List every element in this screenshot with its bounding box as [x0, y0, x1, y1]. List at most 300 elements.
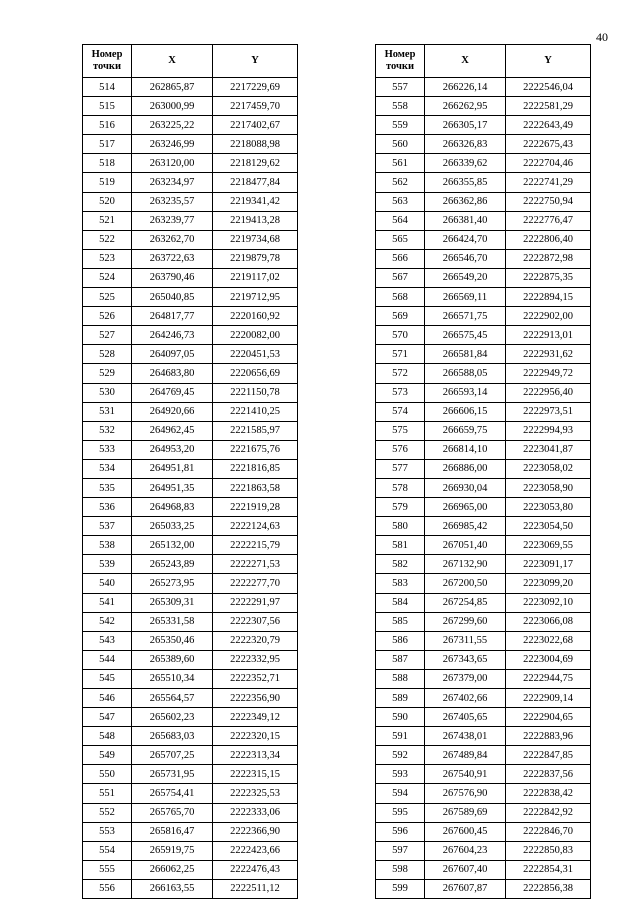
point-number-cell: 542 [83, 612, 132, 631]
y-coordinate-cell: 2219712,95 [213, 288, 298, 307]
x-coordinate-cell: 266262,95 [425, 97, 506, 116]
x-coordinate-cell: 266575,45 [425, 326, 506, 345]
table-row [83, 421, 298, 440]
table-row [83, 192, 298, 211]
point-number-cell: 590 [376, 708, 425, 727]
y-coordinate-cell: 2222215,79 [213, 536, 298, 555]
x-coordinate-cell: 266163,55 [132, 879, 213, 898]
x-coordinate-cell: 264920,66 [132, 402, 213, 421]
table-row [376, 650, 591, 669]
table-row [376, 345, 591, 364]
table-row [83, 593, 298, 612]
x-coordinate-cell: 267299,60 [425, 612, 506, 631]
x-coordinate-cell: 267200,50 [425, 574, 506, 593]
x-coordinate-cell: 265765,70 [132, 803, 213, 822]
point-number-cell: 514 [83, 78, 132, 97]
table-row [376, 364, 591, 383]
point-number-cell: 520 [83, 192, 132, 211]
y-coordinate-cell: 2218477,84 [213, 173, 298, 192]
x-coordinate-cell: 266985,42 [425, 517, 506, 536]
column-header-point-number [376, 45, 425, 78]
point-number-cell: 536 [83, 498, 132, 517]
table-row [376, 230, 591, 249]
x-coordinate-cell: 264951,35 [132, 478, 213, 497]
x-coordinate-cell: 264968,83 [132, 498, 213, 517]
y-coordinate-cell: 2221919,28 [213, 498, 298, 517]
table-row [376, 173, 591, 192]
y-coordinate-cell: 2217402,67 [213, 116, 298, 135]
x-coordinate-cell: 267607,40 [425, 860, 506, 879]
point-number-cell: 539 [83, 555, 132, 574]
x-coordinate-cell: 265816,47 [132, 822, 213, 841]
table-row [83, 326, 298, 345]
y-coordinate-cell: 2222847,85 [506, 746, 591, 765]
point-number-cell: 547 [83, 708, 132, 727]
table-row [376, 784, 591, 803]
y-coordinate-cell: 2222875,35 [506, 268, 591, 287]
y-coordinate-cell: 2222291,97 [213, 593, 298, 612]
table-row [376, 669, 591, 688]
point-number-cell: 524 [83, 268, 132, 287]
table-row [83, 135, 298, 154]
table-row [376, 459, 591, 478]
x-coordinate-cell: 266581,84 [425, 345, 506, 364]
y-coordinate-cell: 2222271,53 [213, 555, 298, 574]
y-coordinate-cell: 2222994,93 [506, 421, 591, 440]
y-coordinate-cell: 2222904,65 [506, 708, 591, 727]
x-coordinate-cell: 267438,01 [425, 727, 506, 746]
column-header-point-number [83, 45, 132, 78]
point-number-cell: 549 [83, 746, 132, 765]
point-number-cell: 568 [376, 288, 425, 307]
y-coordinate-cell: 2220160,92 [213, 307, 298, 326]
header-number-line2: точки [385, 61, 415, 72]
point-number-cell: 565 [376, 230, 425, 249]
x-coordinate-cell: 266381,40 [425, 211, 506, 230]
table-header-row [83, 45, 298, 78]
table-row [83, 612, 298, 631]
x-coordinate-cell: 266549,20 [425, 268, 506, 287]
table-row [83, 765, 298, 784]
y-coordinate-cell: 2222894,15 [506, 288, 591, 307]
point-number-cell: 551 [83, 784, 132, 803]
point-number-cell: 517 [83, 135, 132, 154]
x-coordinate-cell: 267379,00 [425, 669, 506, 688]
y-coordinate-cell: 2222872,98 [506, 249, 591, 268]
x-coordinate-cell: 267051,40 [425, 536, 506, 555]
table-row [83, 727, 298, 746]
y-coordinate-cell: 2222352,71 [213, 669, 298, 688]
y-coordinate-cell: 2222423,66 [213, 841, 298, 860]
point-number-cell: 597 [376, 841, 425, 860]
y-coordinate-cell: 2223069,55 [506, 536, 591, 555]
y-coordinate-cell: 2218129,62 [213, 154, 298, 173]
table-row [83, 746, 298, 765]
table-row [83, 841, 298, 860]
y-coordinate-cell: 2222973,51 [506, 402, 591, 421]
point-number-cell: 587 [376, 650, 425, 669]
table-row [83, 784, 298, 803]
point-number-cell: 574 [376, 402, 425, 421]
point-number-cell: 556 [83, 879, 132, 898]
point-number-cell: 577 [376, 459, 425, 478]
x-coordinate-cell: 263790,46 [132, 268, 213, 287]
point-number-cell: 546 [83, 689, 132, 708]
y-coordinate-cell: 2222856,38 [506, 879, 591, 898]
point-number-cell: 530 [83, 383, 132, 402]
x-coordinate-cell: 263722,63 [132, 249, 213, 268]
point-number-cell: 543 [83, 631, 132, 650]
y-coordinate-cell: 2222333,06 [213, 803, 298, 822]
x-coordinate-cell: 265273,95 [132, 574, 213, 593]
point-number-cell: 591 [376, 727, 425, 746]
x-coordinate-cell: 267343,65 [425, 650, 506, 669]
point-number-cell: 560 [376, 135, 425, 154]
table-row [83, 383, 298, 402]
point-number-cell: 555 [83, 860, 132, 879]
x-coordinate-cell: 266606,15 [425, 402, 506, 421]
y-coordinate-cell: 2222741,29 [506, 173, 591, 192]
table-row [83, 402, 298, 421]
point-number-cell: 595 [376, 803, 425, 822]
point-number-cell: 559 [376, 116, 425, 135]
point-number-cell: 525 [83, 288, 132, 307]
point-number-cell: 541 [83, 593, 132, 612]
left-table-body [83, 78, 298, 899]
x-coordinate-cell: 266355,85 [425, 173, 506, 192]
point-number-cell: 558 [376, 97, 425, 116]
y-coordinate-cell: 2222913,01 [506, 326, 591, 345]
table-row [83, 669, 298, 688]
point-number-cell: 586 [376, 631, 425, 650]
table-row [376, 689, 591, 708]
x-coordinate-cell: 263234,97 [132, 173, 213, 192]
table-row [376, 211, 591, 230]
y-coordinate-cell: 2222838,42 [506, 784, 591, 803]
y-coordinate-cell: 2221675,76 [213, 440, 298, 459]
table-row [376, 288, 591, 307]
point-number-cell: 526 [83, 307, 132, 326]
point-number-cell: 576 [376, 440, 425, 459]
x-coordinate-cell: 265331,58 [132, 612, 213, 631]
y-coordinate-cell: 2221863,58 [213, 478, 298, 497]
point-number-cell: 563 [376, 192, 425, 211]
y-coordinate-cell: 2219341,42 [213, 192, 298, 211]
table-row [83, 78, 298, 97]
point-number-cell: 593 [376, 765, 425, 784]
point-number-cell: 534 [83, 459, 132, 478]
y-coordinate-cell: 2221410,25 [213, 402, 298, 421]
x-coordinate-cell: 266814,10 [425, 440, 506, 459]
y-coordinate-cell: 2222332,95 [213, 650, 298, 669]
x-coordinate-cell: 267405,65 [425, 708, 506, 727]
table-row [376, 307, 591, 326]
column-header-y: Y [506, 45, 591, 78]
point-number-cell: 521 [83, 211, 132, 230]
table-row [376, 402, 591, 421]
y-coordinate-cell: 2222546,04 [506, 78, 591, 97]
x-coordinate-cell: 267311,55 [425, 631, 506, 650]
table-row [83, 478, 298, 497]
header-number-line2: точки [92, 61, 122, 72]
column-header-y: Y [213, 45, 298, 78]
y-coordinate-cell: 2222581,29 [506, 97, 591, 116]
table-row [83, 440, 298, 459]
point-number-cell: 519 [83, 173, 132, 192]
x-coordinate-cell: 264683,80 [132, 364, 213, 383]
table-row [83, 650, 298, 669]
table-row [83, 498, 298, 517]
coordinates-table-left [82, 44, 298, 899]
x-coordinate-cell: 267604,23 [425, 841, 506, 860]
y-coordinate-cell: 2221150,78 [213, 383, 298, 402]
table-row [83, 459, 298, 478]
x-coordinate-cell: 265510,34 [132, 669, 213, 688]
x-coordinate-cell: 265243,89 [132, 555, 213, 574]
table-row [376, 555, 591, 574]
x-coordinate-cell: 266424,70 [425, 230, 506, 249]
x-coordinate-cell: 265707,25 [132, 746, 213, 765]
x-coordinate-cell: 266226,14 [425, 78, 506, 97]
point-number-cell: 589 [376, 689, 425, 708]
y-coordinate-cell: 2223099,20 [506, 574, 591, 593]
point-number-cell: 592 [376, 746, 425, 765]
x-coordinate-cell: 266362,86 [425, 192, 506, 211]
table-row [376, 860, 591, 879]
y-coordinate-cell: 2222883,96 [506, 727, 591, 746]
y-coordinate-cell: 2223004,69 [506, 650, 591, 669]
table-row [376, 383, 591, 402]
x-coordinate-cell: 266546,70 [425, 249, 506, 268]
x-coordinate-cell: 266326,83 [425, 135, 506, 154]
x-coordinate-cell: 265350,46 [132, 631, 213, 650]
table-row [376, 478, 591, 497]
table-row [83, 268, 298, 287]
header-number-line1: Номер [91, 49, 123, 60]
y-coordinate-cell: 2222842,92 [506, 803, 591, 822]
table-row [83, 345, 298, 364]
point-number-cell: 515 [83, 97, 132, 116]
point-number-cell: 550 [83, 765, 132, 784]
y-coordinate-cell: 2219413,28 [213, 211, 298, 230]
x-coordinate-cell: 266339,62 [425, 154, 506, 173]
table-row [376, 268, 591, 287]
x-coordinate-cell: 265564,57 [132, 689, 213, 708]
y-coordinate-cell: 2222511,12 [213, 879, 298, 898]
x-coordinate-cell: 265040,85 [132, 288, 213, 307]
table-row [376, 727, 591, 746]
y-coordinate-cell: 2222643,49 [506, 116, 591, 135]
x-coordinate-cell: 266965,00 [425, 498, 506, 517]
table-row [376, 78, 591, 97]
table-row [83, 689, 298, 708]
y-coordinate-cell: 2222366,90 [213, 822, 298, 841]
table-row [83, 307, 298, 326]
y-coordinate-cell: 2223092,10 [506, 593, 591, 612]
x-coordinate-cell: 263235,57 [132, 192, 213, 211]
y-coordinate-cell: 2222750,94 [506, 192, 591, 211]
y-coordinate-cell: 2223022,68 [506, 631, 591, 650]
x-coordinate-cell: 266569,11 [425, 288, 506, 307]
table-row [376, 574, 591, 593]
table-row [83, 288, 298, 307]
x-coordinate-cell: 267540,91 [425, 765, 506, 784]
table-row [376, 708, 591, 727]
table-row [83, 803, 298, 822]
table-row [376, 803, 591, 822]
y-coordinate-cell: 2222806,40 [506, 230, 591, 249]
y-coordinate-cell: 2223041,87 [506, 440, 591, 459]
point-number-cell: 528 [83, 345, 132, 364]
y-coordinate-cell: 2222349,12 [213, 708, 298, 727]
y-coordinate-cell: 2222320,15 [213, 727, 298, 746]
y-coordinate-cell: 2220082,00 [213, 326, 298, 345]
point-number-cell: 581 [376, 536, 425, 555]
point-number-cell: 570 [376, 326, 425, 345]
table-row [376, 765, 591, 784]
point-number-cell: 585 [376, 612, 425, 631]
x-coordinate-cell: 266593,14 [425, 383, 506, 402]
point-number-cell: 571 [376, 345, 425, 364]
point-number-cell: 599 [376, 879, 425, 898]
point-number-cell: 537 [83, 517, 132, 536]
table-row [83, 97, 298, 116]
point-number-cell: 566 [376, 249, 425, 268]
table-row [83, 211, 298, 230]
point-number-cell: 578 [376, 478, 425, 497]
table-row [376, 135, 591, 154]
table-row [376, 498, 591, 517]
x-coordinate-cell: 264953,20 [132, 440, 213, 459]
x-coordinate-cell: 263225,22 [132, 116, 213, 135]
x-coordinate-cell: 265683,03 [132, 727, 213, 746]
y-coordinate-cell: 2222850,83 [506, 841, 591, 860]
right-table-body [376, 78, 591, 899]
y-coordinate-cell: 2223053,80 [506, 498, 591, 517]
point-number-cell: 540 [83, 574, 132, 593]
table-row [376, 116, 591, 135]
point-number-cell: 518 [83, 154, 132, 173]
point-number-cell: 544 [83, 650, 132, 669]
point-number-cell: 548 [83, 727, 132, 746]
x-coordinate-cell: 265309,31 [132, 593, 213, 612]
point-number-cell: 582 [376, 555, 425, 574]
y-coordinate-cell: 2220656,69 [213, 364, 298, 383]
point-number-cell: 535 [83, 478, 132, 497]
x-coordinate-cell: 266305,17 [425, 116, 506, 135]
x-coordinate-cell: 264962,45 [132, 421, 213, 440]
point-number-cell: 584 [376, 593, 425, 612]
table-row [376, 746, 591, 765]
point-number-cell: 588 [376, 669, 425, 688]
y-coordinate-cell: 2222307,56 [213, 612, 298, 631]
x-coordinate-cell: 266062,25 [132, 860, 213, 879]
table-row [83, 249, 298, 268]
table-row [376, 326, 591, 345]
coordinates-table-right [375, 44, 591, 899]
x-coordinate-cell: 266659,75 [425, 421, 506, 440]
y-coordinate-cell: 2219734,68 [213, 230, 298, 249]
table-row [83, 574, 298, 593]
x-coordinate-cell: 262865,87 [132, 78, 213, 97]
y-coordinate-cell: 2217459,70 [213, 97, 298, 116]
point-number-cell: 545 [83, 669, 132, 688]
y-coordinate-cell: 2223054,50 [506, 517, 591, 536]
x-coordinate-cell: 263246,99 [132, 135, 213, 154]
table-row [376, 879, 591, 898]
header-number-line1: Номер [384, 49, 416, 60]
point-number-cell: 562 [376, 173, 425, 192]
point-number-cell: 523 [83, 249, 132, 268]
y-coordinate-cell: 2222944,75 [506, 669, 591, 688]
y-coordinate-cell: 2222356,90 [213, 689, 298, 708]
x-coordinate-cell: 266571,75 [425, 307, 506, 326]
table-row [376, 536, 591, 555]
point-number-cell: 573 [376, 383, 425, 402]
table-row [83, 173, 298, 192]
table-row [83, 154, 298, 173]
point-number-cell: 579 [376, 498, 425, 517]
table-row [83, 822, 298, 841]
y-coordinate-cell: 2222313,34 [213, 746, 298, 765]
x-coordinate-cell: 265919,75 [132, 841, 213, 860]
y-coordinate-cell: 2222124,63 [213, 517, 298, 536]
y-coordinate-cell: 2217229,69 [213, 78, 298, 97]
y-coordinate-cell: 2222956,40 [506, 383, 591, 402]
x-coordinate-cell: 266886,00 [425, 459, 506, 478]
point-number-cell: 564 [376, 211, 425, 230]
x-coordinate-cell: 264817,77 [132, 307, 213, 326]
table-row [376, 631, 591, 650]
point-number-cell: 572 [376, 364, 425, 383]
point-number-cell: 569 [376, 307, 425, 326]
point-number-cell: 553 [83, 822, 132, 841]
point-number-cell: 561 [376, 154, 425, 173]
y-coordinate-cell: 2222837,56 [506, 765, 591, 784]
point-number-cell: 598 [376, 860, 425, 879]
x-coordinate-cell: 267600,45 [425, 822, 506, 841]
y-coordinate-cell: 2222320,79 [213, 631, 298, 650]
point-number-cell: 529 [83, 364, 132, 383]
x-coordinate-cell: 267132,90 [425, 555, 506, 574]
table-row [376, 612, 591, 631]
point-number-cell: 594 [376, 784, 425, 803]
y-coordinate-cell: 2222931,62 [506, 345, 591, 364]
x-coordinate-cell: 267489,84 [425, 746, 506, 765]
x-coordinate-cell: 266588,05 [425, 364, 506, 383]
point-number-cell: 567 [376, 268, 425, 287]
column-header-x: X [425, 45, 506, 78]
y-coordinate-cell: 2219117,02 [213, 268, 298, 287]
table-row [83, 555, 298, 574]
table-row [83, 879, 298, 898]
table-row [83, 536, 298, 555]
table-row [376, 192, 591, 211]
y-coordinate-cell: 2222675,43 [506, 135, 591, 154]
y-coordinate-cell: 2222846,70 [506, 822, 591, 841]
x-coordinate-cell: 264951,81 [132, 459, 213, 478]
point-number-cell: 552 [83, 803, 132, 822]
x-coordinate-cell: 267607,87 [425, 879, 506, 898]
y-coordinate-cell: 2222476,43 [213, 860, 298, 879]
table-header-row [376, 45, 591, 78]
x-coordinate-cell: 265132,00 [132, 536, 213, 555]
y-coordinate-cell: 2223058,90 [506, 478, 591, 497]
table-row [376, 841, 591, 860]
x-coordinate-cell: 265731,95 [132, 765, 213, 784]
x-coordinate-cell: 267589,69 [425, 803, 506, 822]
point-number-cell: 575 [376, 421, 425, 440]
